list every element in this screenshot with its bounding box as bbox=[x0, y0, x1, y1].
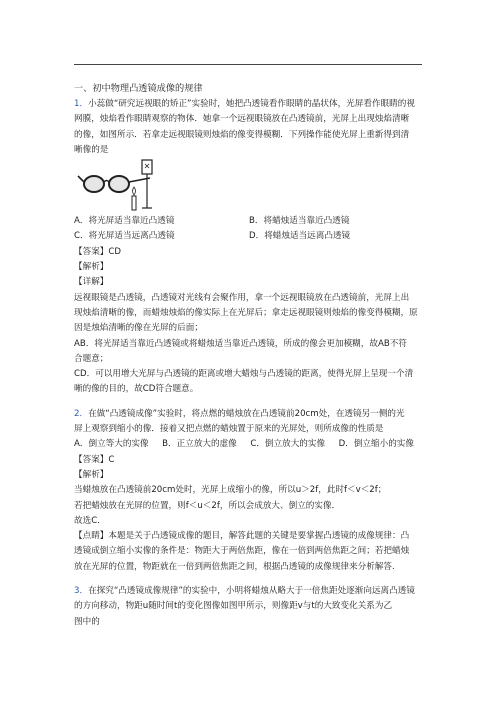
q2-explain-1: 当蜡烛放在凸透镜前20cm处时，光屏上成缩小的像，所以u＞2f，此时f＜v＜2f； bbox=[74, 485, 387, 496]
section-title: 一、初中物理凸透镜成像的规律 bbox=[74, 83, 203, 94]
screen-icon bbox=[142, 160, 152, 208]
question-2 bbox=[74, 407, 424, 575]
q1-option-a[interactable]: A．将光屏适当靠近凸透镜 bbox=[74, 216, 175, 227]
header-rule bbox=[74, 64, 422, 65]
q2-option-a[interactable]: A．倒立等大的实像 bbox=[74, 439, 149, 450]
q1-explain-5: 合题意； bbox=[74, 353, 109, 364]
q1-option-b[interactable]: B．将蜡烛适当靠近凸透镜 bbox=[249, 216, 350, 227]
q1-options-row-2 bbox=[74, 229, 424, 244]
q1-line-4: 晰像的是 bbox=[74, 144, 109, 155]
q2-explain-6: 放在光屏的位置，物距就在一倍到两倍焦距之间，根据凸透镜的成像规律来分析解答. bbox=[74, 561, 395, 572]
q2-line-2: 屏上观察到缩小的像．接着又把点燃的蜡烛置于原来的光屏处，则所成像的性质是 bbox=[74, 424, 384, 435]
glasses-candle-illustration bbox=[74, 158, 194, 214]
q2-analysis-label: 【解析】 bbox=[74, 469, 109, 480]
q1-explain-1: 远视眼镜是凸透镜，凸透镜对光线有会聚作用，拿一个远视眼镜放在凸透镜前，光屏上出 bbox=[74, 292, 410, 303]
q2-number: 2． bbox=[74, 408, 89, 419]
q1-explain-7: 晰的像的目的，故CD符合题意。 bbox=[74, 384, 199, 395]
q2-explain-3: 故选C． bbox=[74, 515, 106, 526]
q1-detail-label: 【详解】 bbox=[74, 277, 109, 288]
q1-explain-3: 因是烛焰清晰的像在光屏的后面； bbox=[74, 323, 203, 334]
q1-line-3: 的像，如图所示．若拿走远视眼镜则烛焰的像变得模糊．下列操作能使光屏上重新得到清 bbox=[74, 129, 410, 140]
candle-icon bbox=[132, 187, 136, 210]
spacer bbox=[74, 575, 424, 584]
q1-explain-6: CD．可以用增大光屏与凸透镜的距离或增大蜡烛与凸透镜的距离，使得光屏上呈现一个清 bbox=[74, 369, 414, 380]
q1-explain-2: 现烛焰清晰的像，而蜡烛烛焰的像实际上在光屏后；拿走远视眼镜则烛焰的像变得模糊，原 bbox=[74, 307, 418, 318]
q3-line-3: 图中的 bbox=[74, 616, 100, 627]
q1-line-2: 网膜，烛焰看作眼睛观察的物体．她拿一个远视眼镜放在凸透镜前，光屏上出现烛焰清晰 bbox=[74, 114, 410, 125]
q1-analysis-label: 【解析】 bbox=[74, 262, 109, 273]
q2-answer: 【答案】C bbox=[74, 454, 115, 465]
q1-options-row-1 bbox=[74, 214, 424, 229]
q2-explain-5: 透镜成倒立缩小实像的条件是：物距大于两倍焦距，像在一倍到两倍焦距之间；若把蜡烛 bbox=[74, 546, 410, 557]
question-1 bbox=[74, 97, 424, 398]
q1-number: 1． bbox=[74, 99, 89, 109]
q1-line-1: 1．小蕊做“研究远视眼的矫正”实验时，她把凸透镜看作眼睛的晶状体，光屏看作眼睛的视 bbox=[74, 99, 415, 109]
q2-option-d[interactable]: D．倒立缩小的实像 bbox=[338, 439, 414, 450]
q2-explain-2: 若把蜡烛放在光屏的位置，则f＜u＜2f，所以会成放大、倒立的实像． bbox=[74, 500, 341, 511]
q1-figure bbox=[74, 158, 424, 214]
spacer bbox=[74, 398, 424, 407]
q1-explain-4: AB．将光屏适当靠近凸透镜或将蜡烛适当靠近凸透镜，所成的像会更加模糊，故AB不符 bbox=[74, 338, 407, 349]
q3-line-2: 的方向移动，物距u随时间t的变化图像如图甲所示，则像距v与t的大致变化关系为乙 bbox=[74, 601, 393, 612]
q2-explain-4: 【点睛】本题是关于凸透镜成像的题目，解答此题的关键是要掌握凸透镜的成像规律：凸 bbox=[74, 531, 410, 542]
q3-line-1: 3．在探究“凸透镜成像规律”的实验中，小明将蜡烛从略大于一倍焦距处逐渐向远离凸透镜 bbox=[74, 586, 415, 597]
q1-option-c[interactable]: C．将光屏适当远离凸透镜 bbox=[74, 231, 175, 242]
q2-option-c[interactable]: C．倒立放大的实像 bbox=[250, 439, 326, 450]
q1-option-d[interactable]: D．将蜡烛适当远离凸透镜 bbox=[249, 231, 351, 242]
q2-options bbox=[74, 437, 414, 452]
q2-option-b[interactable]: B．正立放大的虚像 bbox=[162, 439, 237, 450]
question-3 bbox=[74, 584, 424, 630]
glasses-icon bbox=[78, 176, 150, 192]
content bbox=[74, 82, 424, 630]
q1-answer: 【答案】CD bbox=[74, 246, 121, 257]
q3-number: 3． bbox=[74, 586, 89, 597]
q2-line-1: 2．在做“凸透镜成像”实验时，将点燃的蜡烛放在凸透镜前20cm处，在透镜另一侧的光 bbox=[74, 408, 405, 419]
